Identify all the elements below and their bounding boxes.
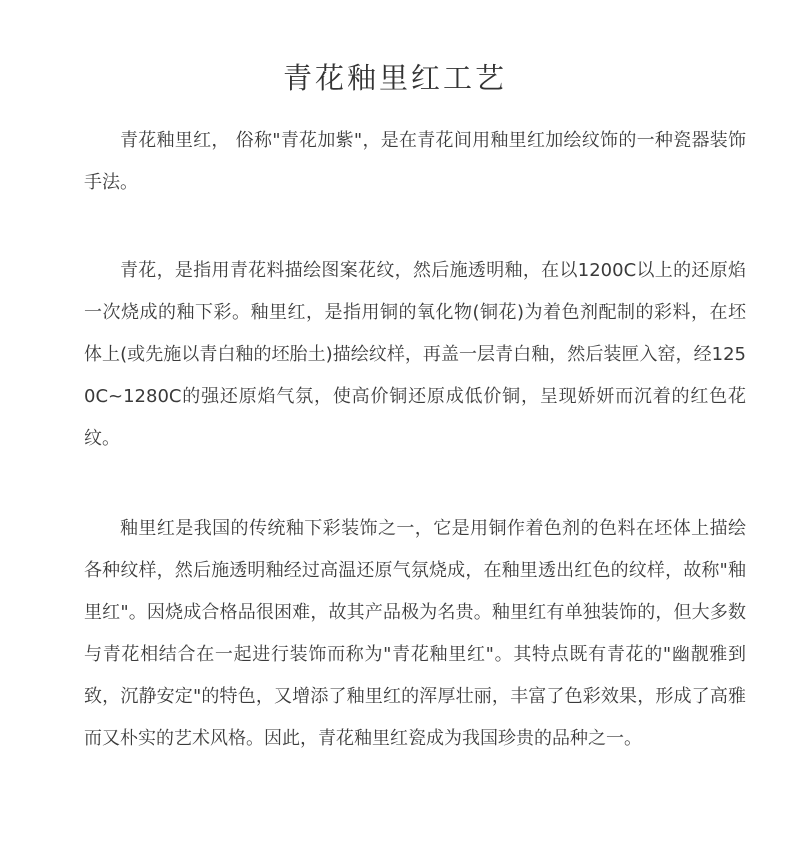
page-title: 青花釉里红工艺 (282, 61, 507, 95)
paragraph-history: 釉里红是我国的传统釉下彩装饰之一，它是用铜作着色剂的色料在坯体上描绘各种纹样，然后施透明釉经过高温还原气氛烧成，在釉里透出红色的纹样，故称"釉里红"。因烧成合格品很困难，故其产品极为名贵。釉里红有单独装饰的，但大多数与青花相结合在一起进行装饰而称为"青花釉里红"。其特点既有青花的"幽靓雅到致，沉静安定"的特色，又增添了釉里红的浑厚壮丽，丰富了色彩效果，形成了高雅而又朴实的艺术风格。因此，青花釉里红瓷成为我国珍贵的品种之一。 (84, 518, 746, 749)
paragraph-intro: 青花釉里红， 俗称"青花加紫"，是在青花间用釉里红加绘纹饰的一种瓷器装饰手法。 (84, 130, 746, 193)
paragraph-technique: 青花，是指用青花料描绘图案花纹，然后施透明釉，在以1200C以上的还原焰一次烧成的釉下彩。釉里红，是指用铜的氧化物(铜花)为着色剂配制的彩料，在坯体上(或先施以青白釉的坯胎土)描绘纹样，再盖一层青白釉，然后装匣入窑，经1250C~1280C的强还原焰气氛，使高价铜还原成低价铜，呈现娇妍而沉着的红色花纹。 (84, 260, 746, 449)
